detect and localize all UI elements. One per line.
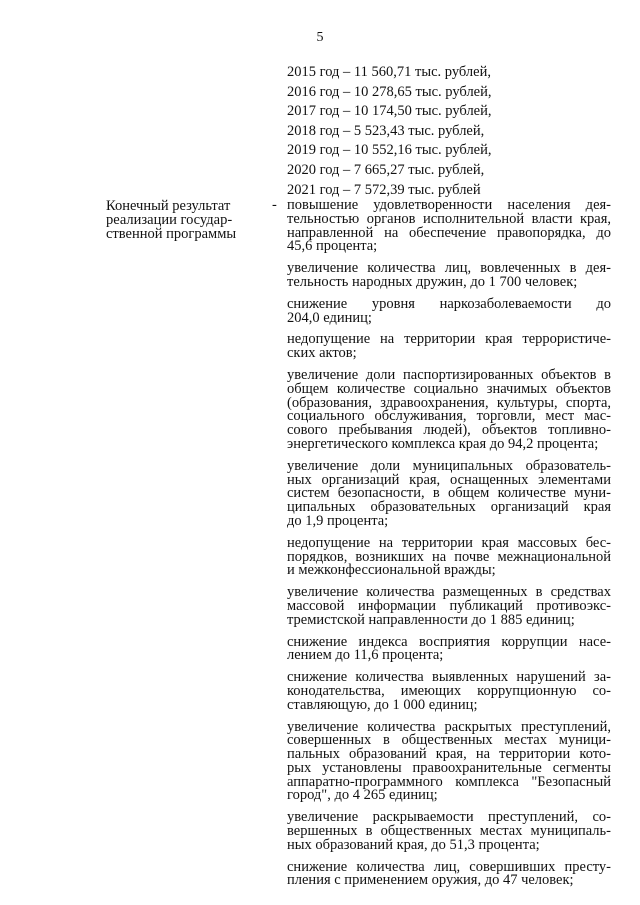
result-item: [287, 858, 611, 889]
funding-line-2018: 2018 год – 5 523,43 тыс. рублей,: [287, 122, 485, 139]
result-line: увеличение количества лиц, вовлеченных в дея-: [287, 260, 611, 277]
result-line: рых установлены правоохранительные сегменты: [287, 759, 611, 776]
result-line: пления с применением оружия, до 47 человек;: [287, 872, 574, 889]
funding-line-2016: 2016 год – 10 278,65 тыс. рублей,: [287, 83, 492, 100]
result-item: [287, 586, 611, 627]
result-line: увеличение количества раскрытых преступлений,: [287, 718, 611, 735]
result-line: направленной на обеспечение правопорядка, до: [287, 224, 611, 241]
result-line: вершенных в общественных местах муниципаль-: [287, 823, 611, 840]
result-line: увеличение доли муниципальных образователь-: [287, 457, 611, 474]
result-line: недопущение на территории края массовых бес-: [287, 534, 611, 551]
result-line: систем безопасности, в общем количестве муни-: [287, 485, 611, 502]
result-line: до 1,9 процента;: [287, 512, 389, 529]
result-line: тремистской направленности до 1 885 единиц;: [287, 611, 575, 628]
result-item: [287, 811, 611, 852]
result-line: ских актов;: [287, 345, 357, 362]
result-item: [287, 457, 611, 529]
result-line: ных образований края, до 51,3 процента;: [287, 836, 540, 853]
result-line: аппаратно-программного комплекса "Безопасный: [287, 773, 611, 790]
result-item: [287, 295, 611, 326]
funding-line-2019: 2019 год – 10 552,16 тыс. рублей,: [287, 142, 492, 159]
result-line: снижение уровня наркозаболеваемости до: [287, 295, 611, 312]
result-line: конодательства, имеющих коррупционную со-: [287, 682, 611, 699]
result-item: [287, 199, 611, 254]
result-line: город", до 4 265 единиц;: [287, 787, 438, 804]
result-line: сового пребывания людей), объектов топливно-: [287, 422, 611, 439]
result-line: увеличение доли паспортизированных объектов в: [287, 366, 611, 383]
result-line: тельность народных дружин, до 1 700 человек;: [287, 273, 578, 290]
result-line: недопущение на территории края террористиче-: [287, 331, 611, 348]
result-item: [287, 718, 611, 804]
result-item: [287, 671, 611, 712]
result-line: и межконфессиональной вражды;: [287, 562, 496, 579]
result-line: 45,6 процента;: [287, 238, 378, 255]
funding-line-2017: 2017 год – 10 174,50 тыс. рублей,: [287, 103, 492, 120]
result-line: (образования, здравоохранения, культуры, спорта,: [287, 394, 611, 411]
result-item: [287, 633, 611, 664]
result-line: ципальных образовательных организаций края: [287, 499, 611, 516]
result-line: 204,0 единиц;: [287, 309, 372, 326]
result-line: повышение удовлетворенности населения дея-: [287, 197, 611, 213]
result-line: увеличение количества размещенных в средствах: [287, 584, 611, 601]
result-line: тельностью органов исполнительной власти края,: [287, 210, 611, 227]
result-line: социального обслуживания, торговли, мест мас-: [287, 408, 611, 425]
result-line: снижение количества выявленных нарушений за-: [287, 669, 611, 686]
section-dash: -: [272, 197, 277, 213]
result-item: [287, 366, 611, 452]
funding-line-2020: 2020 год – 7 665,27 тыс. рублей,: [287, 161, 485, 178]
section-label-line: Конечный результат: [106, 198, 231, 214]
result-line: совершенных в общественных местах муници-: [287, 732, 611, 749]
funding-line-2021: 2021 год – 7 572,39 тыс. рублей: [287, 181, 481, 198]
result-line: массовой информации публикаций противоэкс-: [287, 597, 611, 614]
result-line: снижение индекса восприятия коррупции насе-: [287, 633, 611, 650]
result-item: [287, 262, 611, 290]
result-line: увеличение раскрываемости преступлений, со-: [287, 809, 611, 826]
result-line: порядков, возникших на почве межнациональной: [287, 548, 611, 565]
result-line: ных организаций края, оснащенных элементами: [287, 471, 611, 488]
page-number: 5: [316, 30, 324, 45]
section-label: [106, 199, 266, 241]
funding-line-2015: 2015 год – 11 560,71 тыс. рублей,: [287, 64, 491, 80]
result-line: лением до 11,6 процента;: [287, 647, 444, 664]
result-line: снижение количества лиц, совершивших престу-: [287, 858, 611, 875]
result-item: [287, 534, 611, 579]
section-label-line: реализации государ-: [106, 212, 233, 228]
final-results-list: [287, 199, 611, 896]
result-line: энергетического комплекса края до 94,2 процента;: [287, 435, 599, 452]
section-label-line: ственной программы: [106, 226, 237, 242]
result-line: ставляющую, до 1 000 единиц;: [287, 696, 478, 713]
result-line: пальных образований края, на территории кото-: [287, 746, 611, 763]
funding-by-year-list: [287, 63, 617, 200]
result-item: [287, 333, 611, 361]
result-line: общем количестве социально значимых объектов: [287, 380, 611, 397]
